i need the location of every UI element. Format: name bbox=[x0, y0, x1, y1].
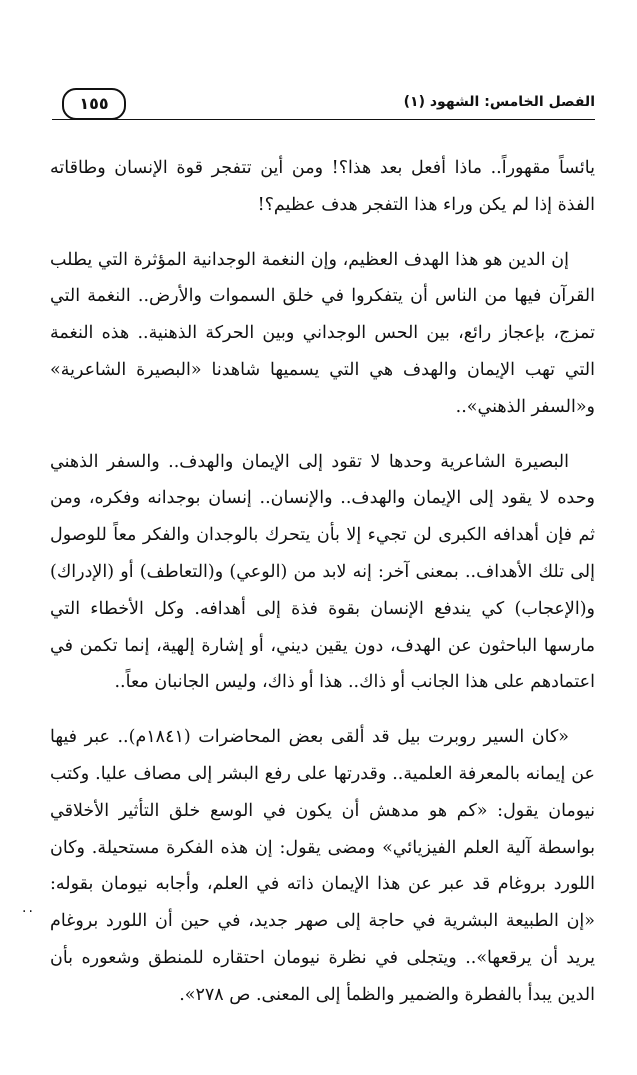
paragraph-3: البصيرة الشاعرية وحدها لا تقود إلى الإيمان والهدف.. والسفر الذهني وحده لا يقود إلى الإيمان والهدف.. والإنسان.. إنسان بوجدانه وفكره، ومن ثم فإن أهدافه الكبرى لن تجيء إلا بأن يتحرك بالوجدان والفكر معاً للوصول إلى تلك الأهداف.. بمعنى آخر: إنه لابد من (الوعي) و(التعاطف) أو (الإدراك) و(الإعجاب) كي يندفع الإنسان بقوة فذة إلى أهدافه. وكل الأخطاء التي مارسها الباحثون عن الهدف، دون يقين ديني، أو إشارة إلهية، إنما تكمن في اعتمادهم على هذا الجانب أو ذاك.. هذا أو ذاك، وليس الجانبان معاً.. bbox=[50, 451, 595, 693]
margin-mark: .. bbox=[22, 900, 35, 916]
header-rule bbox=[52, 119, 595, 120]
page-header bbox=[52, 88, 595, 122]
paragraph-1: يائساً مقهوراً.. ماذا أفعل بعد هذا؟! ومن أين تتفجر قوة الإنسان وطاقاته الفذة إذا لم يكن وراء هذا التفجر هدف عظيم؟! bbox=[50, 158, 595, 215]
body-text bbox=[50, 150, 595, 1032]
paragraph-4: «كان السير روبرت بيل قد ألقى بعض المحاضرات (١٨٤١م).. عبر فيها عن إيمانه بالمعرفة العلمية.. وقدرتها على رفع البشر إلى مصاف عليا. وكتب نيومان يقول: «كم هو مدهش أن يكون في الوسع خلق التأثير الأخلاقي بواسطة آلية العلم الفيزيائي» ومضى يقول: إن هذه الفكرة مستحيلة. وكان اللورد بروغام قد عبر عن هذا الإيمان ذاته في العلم، وأجابه نيومان بقوله: «إن الطبيعة البشرية في حاجة إلى صهر جديد، في حين أن اللورد بروغام يريد أن يرقعها».. ويتجلى في نظرة نيومان احتقاره للمنطق وشعوره بأن الدين يبدأ بالفطرة والضمير والظمأ إلى المعنى. ص ٢٧٨». bbox=[50, 727, 595, 1005]
page-number: ١٥٥ bbox=[62, 88, 126, 120]
chapter-title: الفصل الخامس: الشهود (١) bbox=[403, 94, 595, 110]
paragraph-2: إن الدين هو هذا الهدف العظيم، وإن النغمة الوجدانية المؤثرة التي يطلب القرآن فيها من الناس أن يتفكروا في خلق السموات والأرض.. النغمة التي تمزج، بإعجاز رائع، بين الحس الوجداني وبين الحركة الذهنية.. هذه النغمة التي تهب الإيمان والهدف هي التي يسميها شاهدنا «البصيرة الشاعرية» و«السفر الذهني».. bbox=[50, 249, 595, 417]
